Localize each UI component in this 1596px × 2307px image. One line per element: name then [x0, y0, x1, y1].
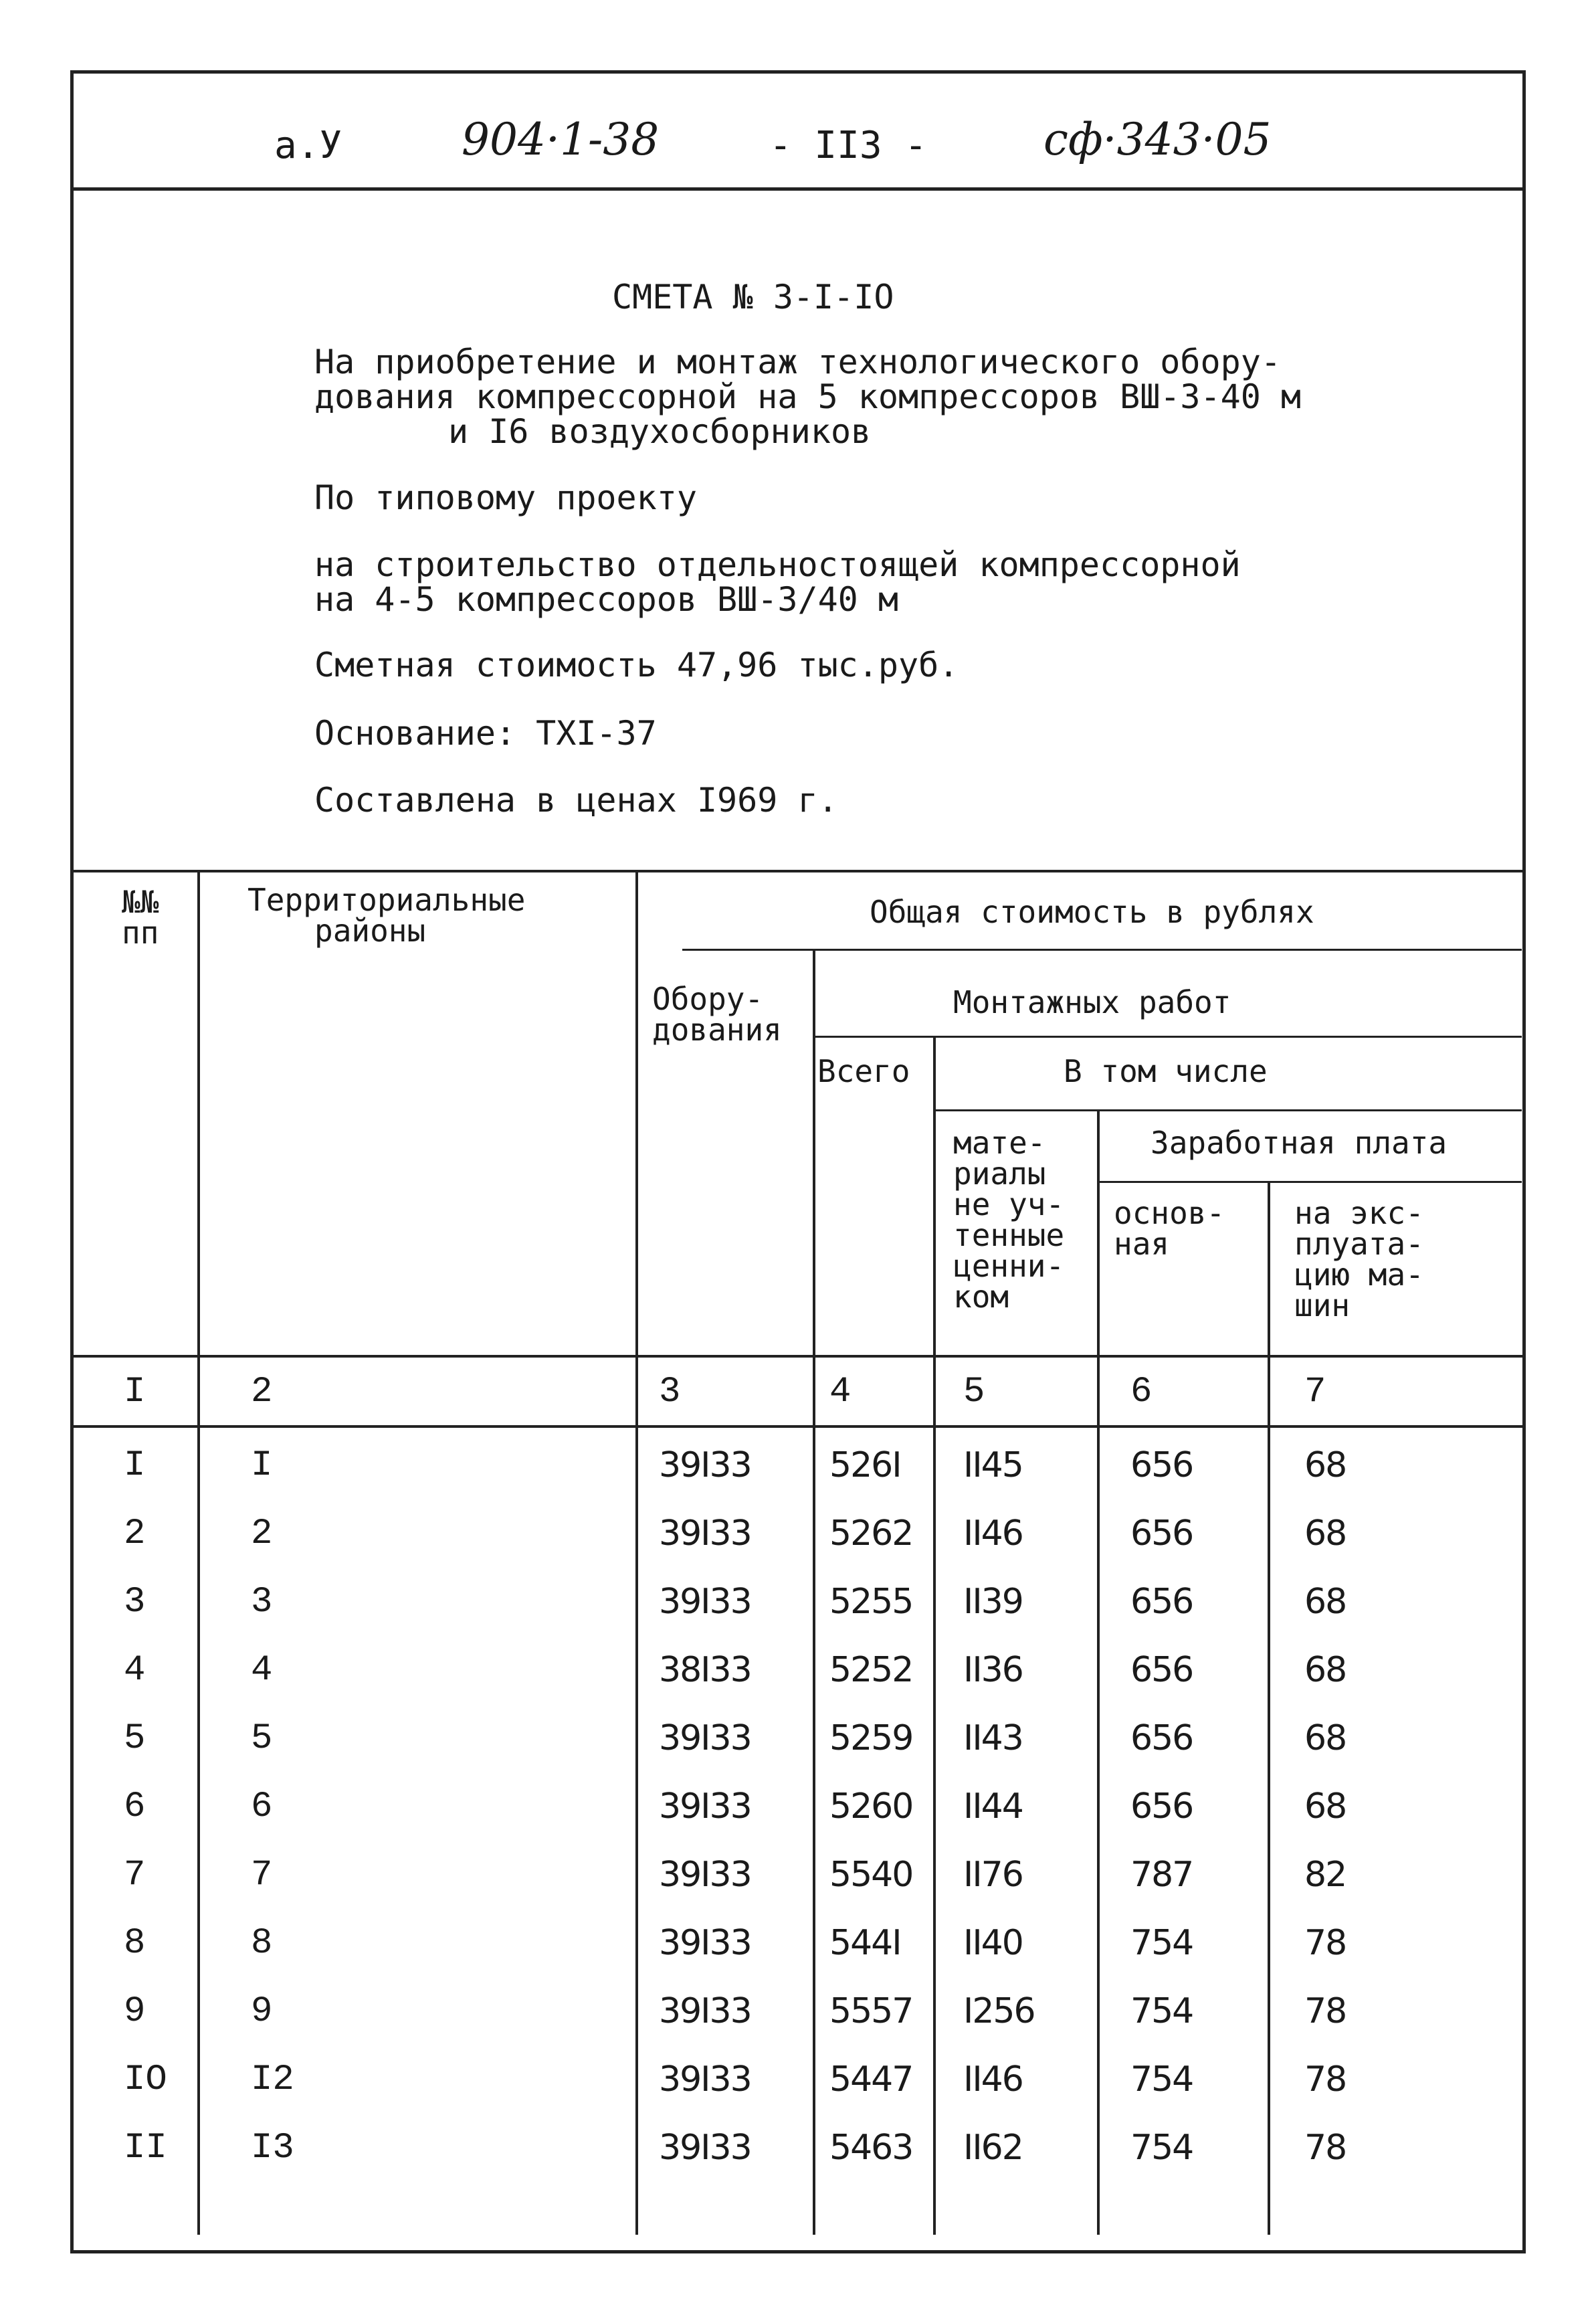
cell-install-total: 5252: [829, 1650, 913, 1690]
cell-operating-wage: 68: [1304, 1650, 1346, 1690]
header-op-4: шин: [1294, 1287, 1351, 1323]
cell-install-total: 5260: [829, 1786, 913, 1827]
header-basic-1: основ-: [1114, 1195, 1225, 1231]
cell-basic-wage: 754: [1130, 2128, 1193, 2168]
cell-basic-wage: 656: [1130, 1650, 1193, 1690]
construction-line-1: на строительство отдельностоящей компрессорной: [314, 545, 1241, 584]
header-mat-1: мате-: [953, 1125, 1046, 1161]
cell-install-total: 5262: [829, 1513, 913, 1554]
cell-install-total: 5557: [829, 1991, 913, 2031]
col-number-equipment-cost: 3: [659, 1372, 681, 1412]
header-num: №№: [122, 884, 159, 920]
cell-install-total: 5540: [829, 1855, 913, 1895]
header-mat-6: ком: [953, 1279, 1009, 1315]
cell-basic-wage: 754: [1130, 1923, 1193, 1963]
cell-operating-wage: 78: [1304, 1923, 1346, 1963]
cell-operating-wage: 68: [1304, 1445, 1346, 1485]
cell-materials-cost: II40: [963, 1923, 1023, 1963]
table-top-border: [70, 870, 1526, 872]
cell-basic-wage: 656: [1130, 1513, 1193, 1554]
cell-equipment-cost: 39I33: [659, 1991, 751, 2031]
estimate-cost: Сметная стоимость 47,96 тыс.руб.: [314, 646, 959, 684]
header-all: Всего: [817, 1053, 910, 1089]
cell-row-number: 3: [124, 1582, 146, 1623]
header-op-3: цию ма-: [1294, 1257, 1424, 1293]
cell-region: I3: [251, 2128, 294, 2168]
header-mat-2: риалы: [953, 1156, 1046, 1192]
cell-equipment-cost: 39I33: [659, 1923, 751, 1963]
cell-basic-wage: 754: [1130, 1991, 1193, 2031]
cell-materials-cost: II76: [963, 1855, 1023, 1895]
total-cost-underline: [682, 949, 1522, 951]
cell-install-total: 5447: [829, 2059, 913, 2100]
col-divider-4: [933, 1036, 936, 2235]
col-number-region: 2: [251, 1372, 273, 1412]
cell-row-number: 4: [124, 1650, 146, 1691]
cell-materials-cost: II43: [963, 1718, 1023, 1758]
cell-basic-wage: 656: [1130, 1582, 1193, 1622]
cell-row-number: 2: [124, 1513, 146, 1554]
header-divider: [70, 187, 1526, 191]
cell-basic-wage: 656: [1130, 1786, 1193, 1827]
cell-region: 2: [251, 1513, 273, 1554]
project-label: По типовому проекту: [314, 478, 697, 517]
header-incl: В том числе: [1064, 1053, 1268, 1089]
cell-region: 7: [251, 1855, 273, 1896]
header-op-2: плуата-: [1294, 1226, 1424, 1262]
header-prefix: а.У: [274, 124, 342, 167]
cell-install-total: 544I: [829, 1923, 901, 1963]
cell-materials-cost: II36: [963, 1650, 1023, 1690]
cell-operating-wage: 78: [1304, 2128, 1346, 2168]
header-region-2: районы: [314, 913, 426, 949]
cell-basic-wage: 787: [1130, 1855, 1193, 1895]
incl-underline: [933, 1109, 1522, 1111]
col-numbers-border: [70, 1425, 1526, 1428]
cell-materials-cost: II44: [963, 1786, 1023, 1827]
col-divider-2: [635, 870, 638, 2235]
cell-equipment-cost: 39I33: [659, 2059, 751, 2100]
col-number-row-number: I: [124, 1372, 146, 1412]
header-wage: Заработная плата: [1151, 1125, 1448, 1161]
cell-row-number: 6: [124, 1786, 146, 1827]
cell-region: 6: [251, 1786, 273, 1827]
cell-region: 4: [251, 1650, 273, 1691]
cell-row-number: II: [124, 2128, 167, 2168]
cell-row-number: 8: [124, 1923, 146, 1964]
cell-basic-wage: 656: [1130, 1445, 1193, 1485]
wage-underline: [1097, 1181, 1522, 1183]
cell-operating-wage: 82: [1304, 1855, 1346, 1895]
cell-install-total: 5255: [829, 1582, 913, 1622]
col-divider-5: [1097, 1109, 1100, 2235]
cell-materials-cost: II62: [963, 2128, 1023, 2168]
purpose-line-1: На приобретение и монтаж технологического обору-: [314, 343, 1281, 381]
cell-equipment-cost: 38I33: [659, 1650, 751, 1690]
cell-materials-cost: II46: [963, 2059, 1023, 2100]
cell-install-total: 526I: [829, 1445, 901, 1485]
cell-basic-wage: 754: [1130, 2059, 1193, 2100]
estimate-basis: Основание: ТХI-37: [314, 714, 657, 753]
col-number-install-total: 4: [829, 1372, 852, 1412]
cell-region: 5: [251, 1718, 273, 1759]
col-number-basic-wage: 6: [1130, 1372, 1153, 1412]
col-divider-3: [813, 949, 815, 2235]
install-underline: [813, 1036, 1522, 1038]
cell-operating-wage: 68: [1304, 1582, 1346, 1622]
construction-line-2: на 4-5 компрессоров ВШ-3/40 м: [314, 580, 898, 619]
cell-operating-wage: 78: [1304, 1991, 1346, 2031]
header-mat-3: не уч-: [953, 1186, 1065, 1222]
cell-row-number: 7: [124, 1855, 146, 1896]
cell-region: 8: [251, 1923, 273, 1964]
header-bottom-border: [70, 1355, 1526, 1358]
cell-install-total: 5259: [829, 1718, 913, 1758]
cell-operating-wage: 68: [1304, 1786, 1346, 1827]
estimate-title: СМЕТА № 3-I-IO: [612, 278, 894, 316]
cell-row-number: 5: [124, 1718, 146, 1759]
cell-region: I2: [251, 2059, 294, 2100]
cell-equipment-cost: 39I33: [659, 2128, 751, 2168]
page-number: - II3 -: [769, 124, 928, 167]
cell-equipment-cost: 39I33: [659, 1582, 751, 1622]
col-number-materials-cost: 5: [963, 1372, 985, 1412]
header-total-cost: Общая стоимость в рублях: [870, 894, 1314, 930]
cell-materials-cost: I256: [963, 1991, 1035, 2031]
purpose-line-2: дования компрессорной на 5 компрессоров ВШ-3-40 м: [314, 377, 1302, 416]
doc-code: сф·343·05: [1043, 114, 1272, 165]
col-divider-1: [197, 870, 200, 2235]
cell-equipment-cost: 39I33: [659, 1786, 751, 1827]
cell-operating-wage: 68: [1304, 1513, 1346, 1554]
cell-equipment-cost: 39I33: [659, 1445, 751, 1485]
cell-region: 9: [251, 1991, 273, 2032]
cell-operating-wage: 68: [1304, 1718, 1346, 1758]
cell-install-total: 5463: [829, 2128, 913, 2168]
cell-basic-wage: 656: [1130, 1718, 1193, 1758]
cell-row-number: 9: [124, 1991, 146, 2032]
cell-materials-cost: II45: [963, 1445, 1023, 1485]
cell-row-number: IO: [124, 2059, 167, 2100]
header-op-1: на экс-: [1294, 1195, 1424, 1231]
header-region-1: Территориальные: [247, 882, 526, 918]
cell-materials-cost: II39: [963, 1582, 1023, 1622]
estimate-prices: Составлена в ценах I969 г.: [314, 781, 838, 820]
cell-operating-wage: 78: [1304, 2059, 1346, 2100]
cell-region: I: [251, 1445, 273, 1486]
cell-region: 3: [251, 1582, 273, 1623]
project-code: 904·1-38: [462, 114, 660, 165]
header-equipment-1: Обору-: [652, 981, 764, 1017]
col-divider-6: [1268, 1181, 1270, 2235]
header-basic-2: ная: [1114, 1226, 1170, 1262]
header-equipment-2: дования: [652, 1012, 782, 1048]
cell-row-number: I: [124, 1445, 146, 1486]
header-num-2: пп: [122, 915, 159, 951]
cell-equipment-cost: 39I33: [659, 1855, 751, 1895]
cell-equipment-cost: 39I33: [659, 1513, 751, 1554]
purpose-line-3: и I6 воздухосборников: [448, 412, 872, 451]
col-number-operating-wage: 7: [1304, 1372, 1326, 1412]
header-mat-5: ценни-: [953, 1248, 1065, 1284]
cell-materials-cost: II46: [963, 1513, 1023, 1554]
cell-equipment-cost: 39I33: [659, 1718, 751, 1758]
header-install: Монтажных работ: [953, 984, 1231, 1020]
header-mat-4: тенные: [953, 1217, 1065, 1253]
